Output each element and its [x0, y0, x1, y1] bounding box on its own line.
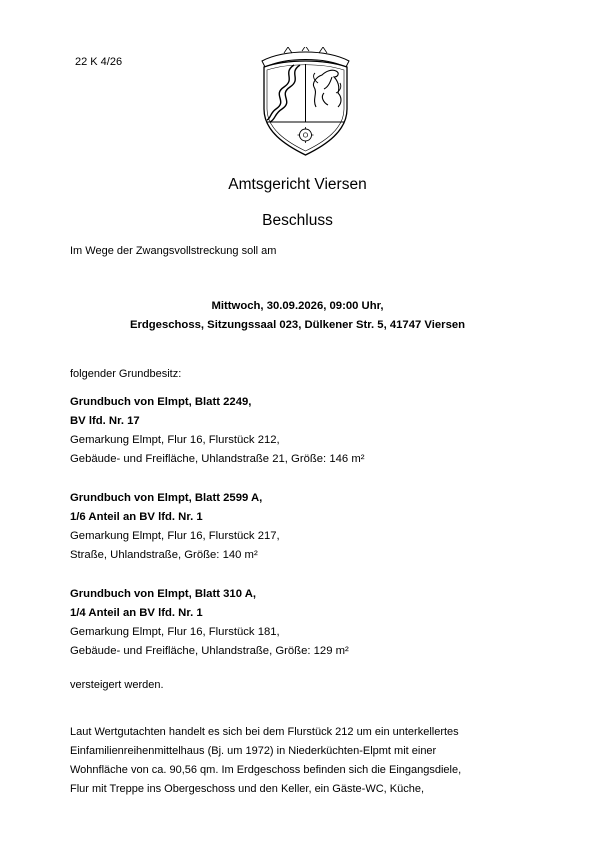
appointment-block [0, 297, 595, 335]
appointment-location: Erdgeschoss, Sitzungssaal 023, Dülkener Str. 5, 41747 Viersen [129, 319, 466, 331]
lead-text: folgender Grundbesitz: [70, 368, 182, 380]
parcel-usage-size: Gebäude- und Freifläche, Uhlandstraße 21, Größe: 146 m² [70, 453, 365, 465]
parcel-list [70, 393, 530, 681]
description-paragraph [70, 723, 540, 799]
parcel-cadastral: Gemarkung Elmpt, Flur 16, Flurstück 181, [70, 626, 280, 638]
parcel-land-register: Grundbuch von Elmpt, Blatt 2599 A, [70, 492, 263, 504]
parcel-inventory-number: 1/6 Anteil an BV lfd. Nr. 1 [70, 511, 203, 523]
parcel-land-register: Grundbuch von Elmpt, Blatt 310 A, [70, 588, 256, 600]
closing-text: versteigert werden. [70, 679, 164, 691]
description-line: Wohnfläche von ca. 90,56 qm. Im Erdgeschoss befinden sich die Eingangsdiele, [70, 764, 462, 776]
parcel-item [70, 585, 530, 661]
parcel-usage-size: Straße, Uhlandstraße, Größe: 140 m² [70, 549, 258, 561]
intro-text: Im Wege der Zwangsvollstreckung soll am [70, 245, 277, 257]
description-line: Flur mit Treppe ins Obergeschoss und den Keller, ein Gäste-WC, Küche, [70, 783, 424, 795]
description-line: Einfamilienreihenmittelhaus (Bj. um 1972) in Niederküchten-Elpmt mit einer [70, 745, 437, 757]
document-title: Beschluss [262, 212, 333, 229]
parcel-land-register: Grundbuch von Elmpt, Blatt 2249, [70, 396, 252, 408]
court-name: Amtsgericht Viersen [228, 176, 367, 193]
parcel-item [70, 393, 530, 469]
nrw-coat-of-arms-icon [254, 47, 357, 157]
parcel-usage-size: Gebäude- und Freifläche, Uhlandstraße, Größe: 129 m² [70, 645, 349, 657]
parcel-inventory-number: BV lfd. Nr. 17 [70, 415, 140, 427]
parcel-inventory-number: 1/4 Anteil an BV lfd. Nr. 1 [70, 607, 203, 619]
parcel-cadastral: Gemarkung Elmpt, Flur 16, Flurstück 217, [70, 530, 280, 542]
file-number: 22 K 4/26 [75, 56, 123, 68]
appointment-date-time: Mittwoch, 30.09.2026, 09:00 Uhr, [211, 300, 384, 312]
parcel-cadastral: Gemarkung Elmpt, Flur 16, Flurstück 212, [70, 434, 280, 446]
description-line: Laut Wertgutachten handelt es sich bei dem Flurstück 212 um ein unterkellertes [70, 726, 459, 738]
parcel-item [70, 489, 530, 565]
